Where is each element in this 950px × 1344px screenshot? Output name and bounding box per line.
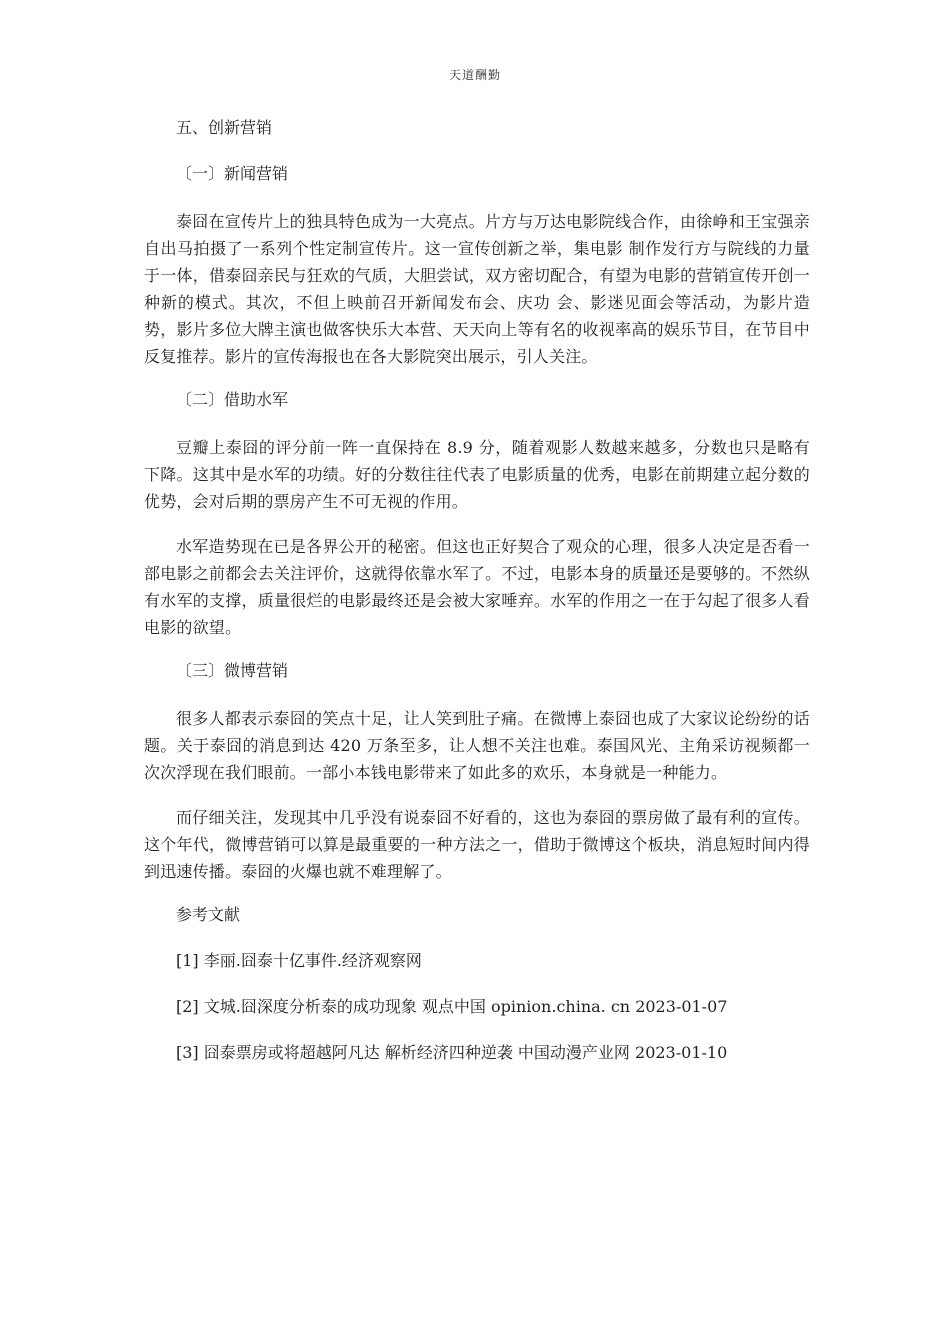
subsection-title-water-army: 〔二〕借助水军 [176, 390, 289, 409]
section-title: 五、创新营销 [176, 118, 273, 137]
page-header: 天道酬勤 [448, 68, 501, 82]
paragraph-news-1: 泰囧在宣传片上的独具特色成为一大亮点。片方与万达电影院线合作，由徐峥和王宝强亲自出马拍摄了一系列个性定制宣传片。这一宣传创新之举，集电影 制作发行方与院线的力量于一体，借泰囧亲民与狂欢的气质，大胆尝试，双方密切配合，有望为电影的营销宣传开创一种新的模式。其次，不但上映前召开新闻发布会、庆功 会、影迷见面会等活动，为影片造势，影片多位大牌主演也做客快乐大本营、天天向上等有名的收视率高的娱乐节目，在节目中反复推荐。影片的宣传海报也在各大影院突出展示，引人关注。 [144, 212, 810, 366]
reference-item-1: [1] 李丽.囧泰十亿事件.经济观察网 [176, 951, 422, 970]
paragraph-water-army-2: 水军造势现在已是各界公开的秘密。但这也正好契合了观众的心理，很多人决定是否看一部电影之前都会去关注评价，这就得依靠水军了。不过，电影本身的质量还是要够的。不然纵有水军的支撑，质量很烂的电影最终还是会被大家唾弃。水军的作用之一在于勾起了很多人看电影的欲望。 [144, 537, 810, 637]
paragraph-weibo-1: 很多人都表示泰囧的笑点十足，让人笑到肚子痛。在微博上泰囧也成了大家议论纷纷的话题。关于泰囧的消息到达 420 万条至多，让人想不关注也难。泰国风光、主角采访视频都一次次浮现在我们眼前。一部小本钱电影带来了如此多的欢乐，本身就是一种能力。 [144, 709, 810, 782]
references-title: 参考文献 [176, 905, 241, 924]
paragraph-water-army-1: 豆瓣上泰囧的评分前一阵一直保持在 8.9 分，随着观影人数越来越多，分数也只是略有下降。这其中是水军的功绩。好的分数往往代表了电影质量的优秀，电影在前期建立起分数的优势，会对后期的票房产生不可无视的作用。 [144, 438, 810, 511]
reference-item-2: [2] 文城.囧深度分析泰的成功现象 观点中国 opinion.china. cn 2023-01-07 [176, 997, 728, 1016]
subsection-title-weibo: 〔三〕微博营销 [176, 661, 289, 680]
reference-item-3: [3] 囧泰票房或将超越阿凡达 解析经济四种逆袭 中国动漫产业网 2023-01-10 [176, 1043, 728, 1062]
paragraph-weibo-2: 而仔细关注，发现其中几乎没有说泰囧不好看的，这也为泰囧的票房做了最有利的宣传。这个年代，微博营销可以算是最重要的一种方法之一，借助于微博这个板块，消息短时间内得到迅速传播。泰囧的火爆也就不难理解了。 [144, 808, 810, 881]
document-body [144, 116, 810, 1087]
subsection-title-news: 〔一〕新闻营销 [176, 164, 289, 183]
